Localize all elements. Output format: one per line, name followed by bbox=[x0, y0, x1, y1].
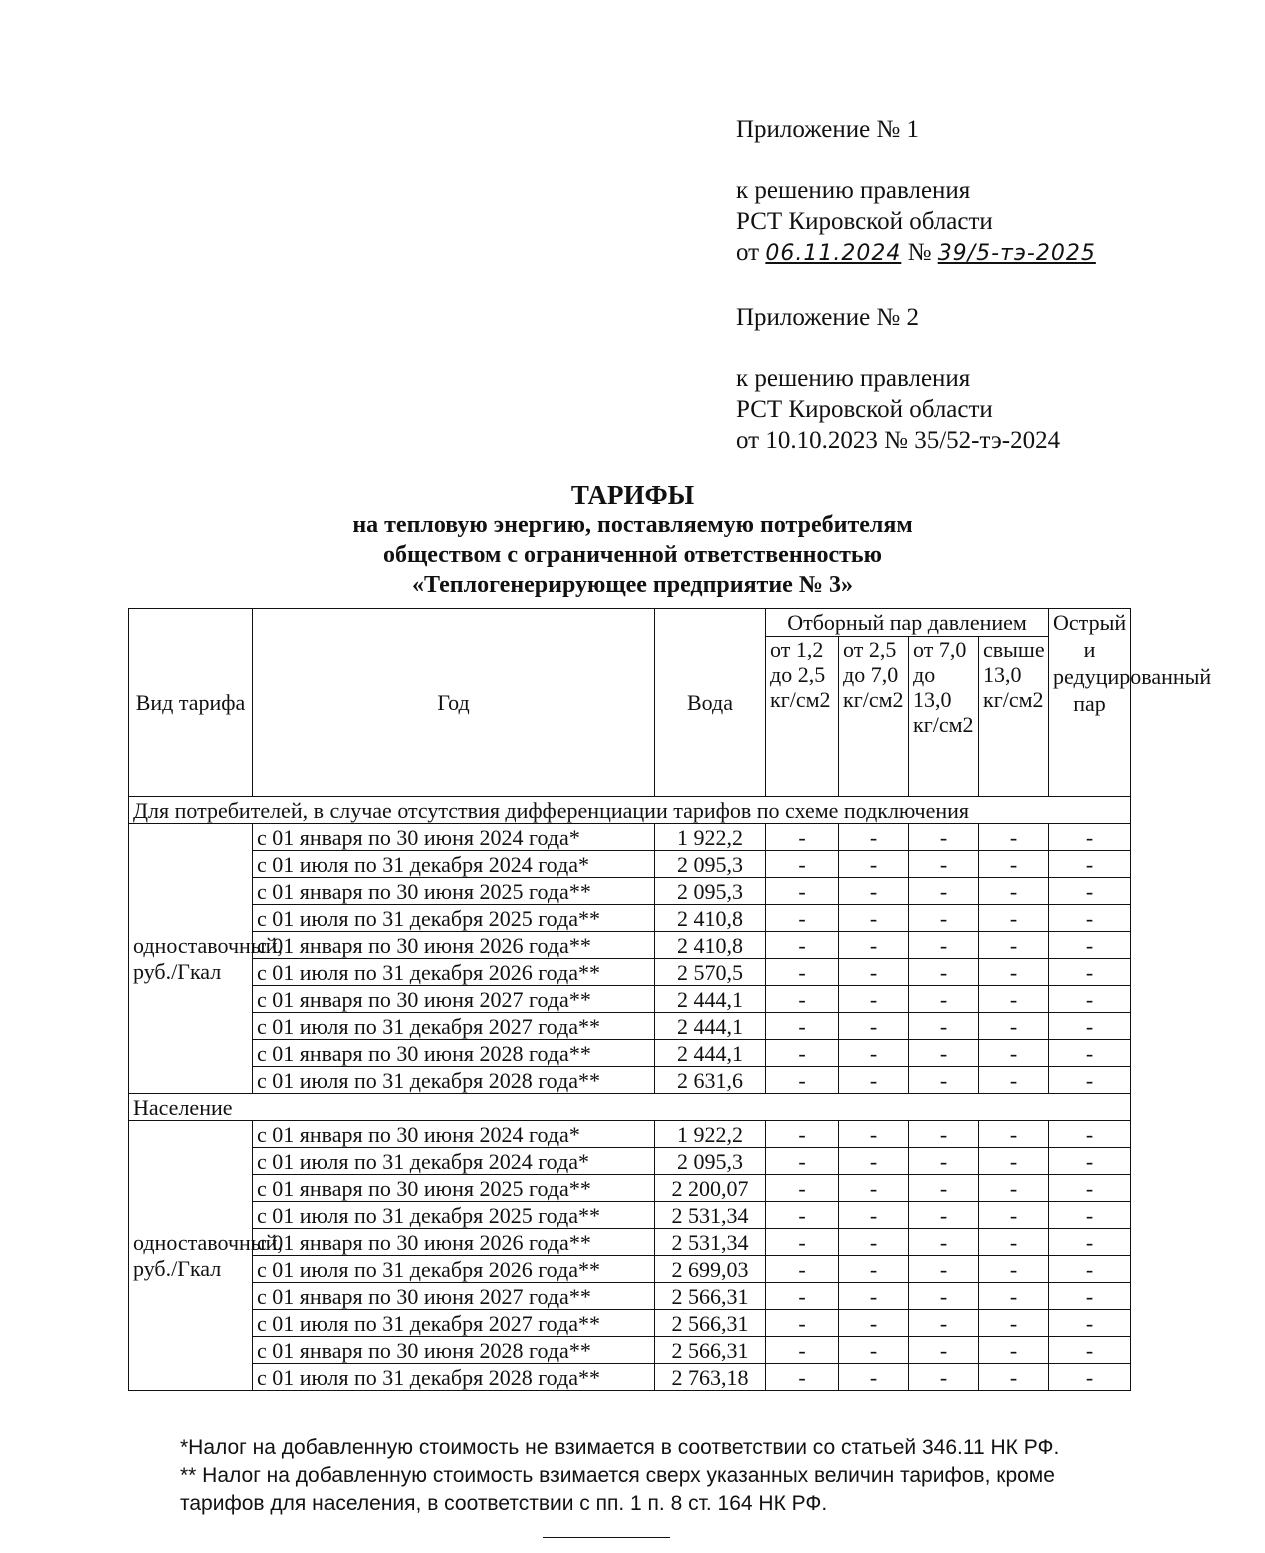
bottom-divider bbox=[543, 1537, 670, 1538]
steam-tariff-cell: - bbox=[909, 878, 979, 905]
document-title bbox=[0, 480, 1265, 600]
table-row bbox=[129, 1337, 1131, 1364]
header-sharp-steam: Острый и редуцированный пар bbox=[1049, 609, 1131, 797]
steam-tariff-cell: - bbox=[1049, 1121, 1131, 1148]
table-row bbox=[129, 959, 1131, 986]
steam-tariff-cell: - bbox=[839, 1013, 909, 1040]
steam-tariff-cell: - bbox=[766, 1310, 839, 1337]
table-row bbox=[129, 1175, 1131, 1202]
steam-tariff-cell: - bbox=[766, 824, 839, 851]
table-row bbox=[129, 1013, 1131, 1040]
period-cell: с 01 июля по 31 декабря 2027 года** bbox=[253, 1310, 655, 1337]
section-label: Население bbox=[129, 1094, 1131, 1121]
steam-tariff-cell: - bbox=[839, 878, 909, 905]
steam-tariff-cell: - bbox=[839, 1175, 909, 1202]
steam-tariff-cell: - bbox=[979, 1337, 1049, 1364]
period-cell: с 01 января по 30 июня 2027 года** bbox=[253, 1283, 655, 1310]
steam-tariff-cell: - bbox=[766, 878, 839, 905]
water-tariff-cell: 2 531,34 bbox=[655, 1229, 766, 1256]
header-water: Вода bbox=[655, 609, 766, 797]
steam-tariff-cell: - bbox=[979, 986, 1049, 1013]
steam-tariff-cell: - bbox=[1049, 905, 1131, 932]
steam-tariff-cell: - bbox=[1049, 1337, 1131, 1364]
steam-tariff-cell: - bbox=[766, 1121, 839, 1148]
steam-tariff-cell: - bbox=[979, 1013, 1049, 1040]
water-tariff-cell: 2 095,3 bbox=[655, 878, 766, 905]
steam-tariff-cell: - bbox=[979, 851, 1049, 878]
period-cell: с 01 июля по 31 декабря 2026 года** bbox=[253, 1256, 655, 1283]
water-tariff-cell: 2 095,3 bbox=[655, 1148, 766, 1175]
period-cell: с 01 января по 30 июня 2026 года** bbox=[253, 932, 655, 959]
annex-1-number: 39/5-тэ-2025 bbox=[937, 241, 1096, 266]
steam-tariff-cell: - bbox=[979, 1229, 1049, 1256]
steam-tariff-cell: - bbox=[766, 1337, 839, 1364]
table-row bbox=[129, 824, 1131, 851]
annex-2-title: Приложение № 2 bbox=[736, 304, 920, 331]
period-cell: с 01 июля по 31 декабря 2026 года** bbox=[253, 959, 655, 986]
table-row bbox=[129, 1040, 1131, 1067]
annex-1-date-line bbox=[736, 237, 1096, 269]
steam-tariff-cell: - bbox=[979, 1148, 1049, 1175]
table-row bbox=[129, 1310, 1131, 1337]
steam-tariff-cell: - bbox=[839, 986, 909, 1013]
steam-tariff-cell: - bbox=[1049, 1067, 1131, 1094]
period-cell: с 01 января по 30 июня 2026 года** bbox=[253, 1229, 655, 1256]
water-tariff-cell: 2 566,31 bbox=[655, 1283, 766, 1310]
header-kind: Вид тарифа bbox=[129, 609, 253, 797]
table-row bbox=[129, 905, 1131, 932]
footnotes bbox=[180, 1434, 1125, 1518]
water-tariff-cell: 2 410,8 bbox=[655, 932, 766, 959]
period-cell: с 01 июля по 31 декабря 2024 года* bbox=[253, 851, 655, 878]
table-row bbox=[129, 1256, 1131, 1283]
steam-tariff-cell: - bbox=[1049, 1148, 1131, 1175]
steam-tariff-cell: - bbox=[766, 932, 839, 959]
steam-tariff-cell: - bbox=[979, 1364, 1049, 1391]
steam-tariff-cell: - bbox=[909, 1337, 979, 1364]
annex-2-line3: от 10.10.2023 № 35/52-тэ-2024 bbox=[736, 427, 1061, 454]
steam-tariff-cell: - bbox=[839, 905, 909, 932]
steam-tariff-cell: - bbox=[766, 959, 839, 986]
steam-tariff-cell: - bbox=[839, 1310, 909, 1337]
annex-1-block bbox=[736, 114, 1096, 269]
tariff-kind-cell: одноставочный, руб./Гкал bbox=[129, 1121, 253, 1391]
steam-tariff-cell: - bbox=[909, 1364, 979, 1391]
table-row bbox=[129, 878, 1131, 905]
period-cell: с 01 января по 30 июня 2025 года** bbox=[253, 878, 655, 905]
steam-tariff-cell: - bbox=[766, 986, 839, 1013]
period-cell: с 01 июля по 31 декабря 2025 года** bbox=[253, 1202, 655, 1229]
water-tariff-cell: 2 444,1 bbox=[655, 986, 766, 1013]
title-line1: на тепловую энергию, поставляемую потребителям bbox=[352, 512, 913, 538]
steam-tariff-cell: - bbox=[979, 878, 1049, 905]
period-cell: с 01 июля по 31 декабря 2028 года** bbox=[253, 1067, 655, 1094]
steam-tariff-cell: - bbox=[839, 1040, 909, 1067]
steam-tariff-cell: - bbox=[1049, 1013, 1131, 1040]
steam-tariff-cell: - bbox=[766, 1364, 839, 1391]
table-row bbox=[129, 1121, 1131, 1148]
steam-tariff-cell: - bbox=[909, 1067, 979, 1094]
steam-tariff-cell: - bbox=[766, 1013, 839, 1040]
water-tariff-cell: 2 095,3 bbox=[655, 851, 766, 878]
steam-tariff-cell: - bbox=[979, 824, 1049, 851]
steam-tariff-cell: - bbox=[839, 1256, 909, 1283]
table-row bbox=[129, 932, 1131, 959]
steam-tariff-cell: - bbox=[839, 1148, 909, 1175]
period-cell: с 01 июля по 31 декабря 2025 года** bbox=[253, 905, 655, 932]
water-tariff-cell: 2 631,6 bbox=[655, 1067, 766, 1094]
steam-tariff-cell: - bbox=[909, 851, 979, 878]
annex-2-block bbox=[736, 302, 1060, 456]
steam-tariff-cell: - bbox=[839, 959, 909, 986]
steam-tariff-cell: - bbox=[766, 851, 839, 878]
steam-tariff-cell: - bbox=[909, 986, 979, 1013]
steam-tariff-cell: - bbox=[909, 1148, 979, 1175]
steam-tariff-cell: - bbox=[979, 905, 1049, 932]
steam-tariff-cell: - bbox=[1049, 1283, 1131, 1310]
water-tariff-cell: 1 922,2 bbox=[655, 824, 766, 851]
steam-tariff-cell: - bbox=[1049, 1229, 1131, 1256]
water-tariff-cell: 1 922,2 bbox=[655, 1121, 766, 1148]
steam-tariff-cell: - bbox=[766, 1067, 839, 1094]
period-cell: с 01 июля по 31 декабря 2028 года** bbox=[253, 1364, 655, 1391]
table-row bbox=[129, 1229, 1131, 1256]
steam-tariff-cell: - bbox=[766, 1256, 839, 1283]
steam-tariff-cell: - bbox=[909, 1283, 979, 1310]
period-cell: с 01 января по 30 июня 2025 года** bbox=[253, 1175, 655, 1202]
steam-tariff-cell: - bbox=[1049, 878, 1131, 905]
table-row bbox=[129, 851, 1131, 878]
header-steam-group: Отборный пар давлением bbox=[766, 609, 1049, 637]
steam-tariff-cell: - bbox=[979, 932, 1049, 959]
steam-tariff-cell: - bbox=[1049, 1256, 1131, 1283]
annex-1-line1: к решению правления bbox=[736, 177, 971, 204]
steam-tariff-cell: - bbox=[1049, 1175, 1131, 1202]
steam-tariff-cell: - bbox=[909, 824, 979, 851]
annex-1-number-prefix: № bbox=[907, 239, 932, 266]
steam-tariff-cell: - bbox=[766, 1040, 839, 1067]
steam-tariff-cell: - bbox=[909, 1121, 979, 1148]
header-year: Год bbox=[253, 609, 655, 797]
section-row bbox=[129, 797, 1131, 824]
period-cell: с 01 января по 30 июня 2028 года** bbox=[253, 1040, 655, 1067]
water-tariff-cell: 2 444,1 bbox=[655, 1013, 766, 1040]
header-steam-1: от 1,2 до 2,5 кг/см2 bbox=[766, 637, 839, 797]
water-tariff-cell: 2 531,34 bbox=[655, 1202, 766, 1229]
steam-tariff-cell: - bbox=[1049, 986, 1131, 1013]
section-label: Для потребителей, в случае отсутствия дифференциации тарифов по схеме подключения bbox=[129, 797, 1131, 824]
water-tariff-cell: 2 566,31 bbox=[655, 1310, 766, 1337]
header-steam-4: свыше 13,0 кг/см2 bbox=[979, 637, 1049, 797]
table-row bbox=[129, 1202, 1131, 1229]
steam-tariff-cell: - bbox=[979, 1202, 1049, 1229]
water-tariff-cell: 2 200,07 bbox=[655, 1175, 766, 1202]
footnote-2: ** Налог на добавленную стоимость взимается сверх указанных величин тарифов, кроме тарифов для населения, в соответствии с пп. 1 п. 8 ст. 164 НК РФ. bbox=[180, 1464, 1055, 1515]
annex-1-line2: РСТ Кировской области bbox=[736, 208, 993, 235]
title-line2: обществом с ограниченной ответственностью bbox=[383, 542, 882, 568]
table-row bbox=[129, 1148, 1131, 1175]
steam-tariff-cell: - bbox=[766, 1202, 839, 1229]
steam-tariff-cell: - bbox=[1049, 1202, 1131, 1229]
steam-tariff-cell: - bbox=[839, 1229, 909, 1256]
period-cell: с 01 января по 30 июня 2024 года* bbox=[253, 1121, 655, 1148]
steam-tariff-cell: - bbox=[839, 1067, 909, 1094]
steam-tariff-cell: - bbox=[1049, 932, 1131, 959]
tariffs-table bbox=[128, 608, 1212, 1391]
annex-1-date-prefix: от bbox=[736, 239, 760, 266]
steam-tariff-cell: - bbox=[909, 1202, 979, 1229]
steam-tariff-cell: - bbox=[839, 1337, 909, 1364]
steam-tariff-cell: - bbox=[909, 1013, 979, 1040]
steam-tariff-cell: - bbox=[839, 1121, 909, 1148]
steam-tariff-cell: - bbox=[909, 1229, 979, 1256]
period-cell: с 01 января по 30 июня 2024 года* bbox=[253, 824, 655, 851]
steam-tariff-cell: - bbox=[909, 1310, 979, 1337]
steam-tariff-cell: - bbox=[766, 1283, 839, 1310]
steam-tariff-cell: - bbox=[1049, 959, 1131, 986]
table-row bbox=[129, 1283, 1131, 1310]
water-tariff-cell: 2 444,1 bbox=[655, 1040, 766, 1067]
period-cell: с 01 января по 30 июня 2028 года** bbox=[253, 1337, 655, 1364]
steam-tariff-cell: - bbox=[1049, 1364, 1131, 1391]
steam-tariff-cell: - bbox=[909, 905, 979, 932]
steam-tariff-cell: - bbox=[979, 1283, 1049, 1310]
steam-tariff-cell: - bbox=[766, 1175, 839, 1202]
steam-tariff-cell: - bbox=[1049, 1310, 1131, 1337]
steam-tariff-cell: - bbox=[979, 1121, 1049, 1148]
title-main: ТАРИФЫ bbox=[570, 480, 695, 510]
water-tariff-cell: 2 763,18 bbox=[655, 1364, 766, 1391]
steam-tariff-cell: - bbox=[1049, 824, 1131, 851]
footnote-1: *Налог на добавленную стоимость не взимается в соответствии со статьей 346.11 НК РФ. bbox=[180, 1436, 1060, 1459]
water-tariff-cell: 2 566,31 bbox=[655, 1337, 766, 1364]
steam-tariff-cell: - bbox=[1049, 851, 1131, 878]
annex-2-line1: к решению правления bbox=[736, 365, 971, 392]
section-row bbox=[129, 1094, 1131, 1121]
water-tariff-cell: 2 570,5 bbox=[655, 959, 766, 986]
steam-tariff-cell: - bbox=[766, 905, 839, 932]
period-cell: с 01 июля по 31 декабря 2027 года** bbox=[253, 1013, 655, 1040]
steam-tariff-cell: - bbox=[839, 1364, 909, 1391]
title-line3: «Теплогенерирующее предприятие № 3» bbox=[412, 572, 853, 598]
steam-tariff-cell: - bbox=[839, 824, 909, 851]
steam-tariff-cell: - bbox=[979, 1175, 1049, 1202]
period-cell: с 01 января по 30 июня 2027 года** bbox=[253, 986, 655, 1013]
table-row bbox=[129, 1364, 1131, 1391]
annex-1-title: Приложение № 1 bbox=[736, 116, 920, 143]
water-tariff-cell: 2 699,03 bbox=[655, 1256, 766, 1283]
steam-tariff-cell: - bbox=[909, 1256, 979, 1283]
steam-tariff-cell: - bbox=[766, 1229, 839, 1256]
steam-tariff-cell: - bbox=[839, 1283, 909, 1310]
header-steam-3: от 7,0 до 13,0 кг/см2 bbox=[909, 637, 979, 797]
steam-tariff-cell: - bbox=[979, 1256, 1049, 1283]
steam-tariff-cell: - bbox=[766, 1148, 839, 1175]
steam-tariff-cell: - bbox=[909, 1175, 979, 1202]
tariffs-table-body bbox=[129, 797, 1131, 1391]
steam-tariff-cell: - bbox=[909, 1040, 979, 1067]
steam-tariff-cell: - bbox=[839, 1202, 909, 1229]
tariff-kind-cell: одноставочный, руб./Гкал bbox=[129, 824, 253, 1094]
steam-tariff-cell: - bbox=[839, 851, 909, 878]
annex-2-line2: РСТ Кировской области bbox=[736, 396, 993, 423]
annex-1-date: 06.11.2024 bbox=[765, 241, 902, 266]
table-row bbox=[129, 986, 1131, 1013]
header-steam-2: от 2,5 до 7,0 кг/см2 bbox=[839, 637, 909, 797]
steam-tariff-cell: - bbox=[1049, 1040, 1131, 1067]
water-tariff-cell: 2 410,8 bbox=[655, 905, 766, 932]
steam-tariff-cell: - bbox=[909, 959, 979, 986]
steam-tariff-cell: - bbox=[979, 959, 1049, 986]
steam-tariff-cell: - bbox=[979, 1310, 1049, 1337]
steam-tariff-cell: - bbox=[909, 932, 979, 959]
steam-tariff-cell: - bbox=[979, 1040, 1049, 1067]
steam-tariff-cell: - bbox=[979, 1067, 1049, 1094]
steam-tariff-cell: - bbox=[839, 932, 909, 959]
period-cell: с 01 июля по 31 декабря 2024 года* bbox=[253, 1148, 655, 1175]
table-row bbox=[129, 1067, 1131, 1094]
